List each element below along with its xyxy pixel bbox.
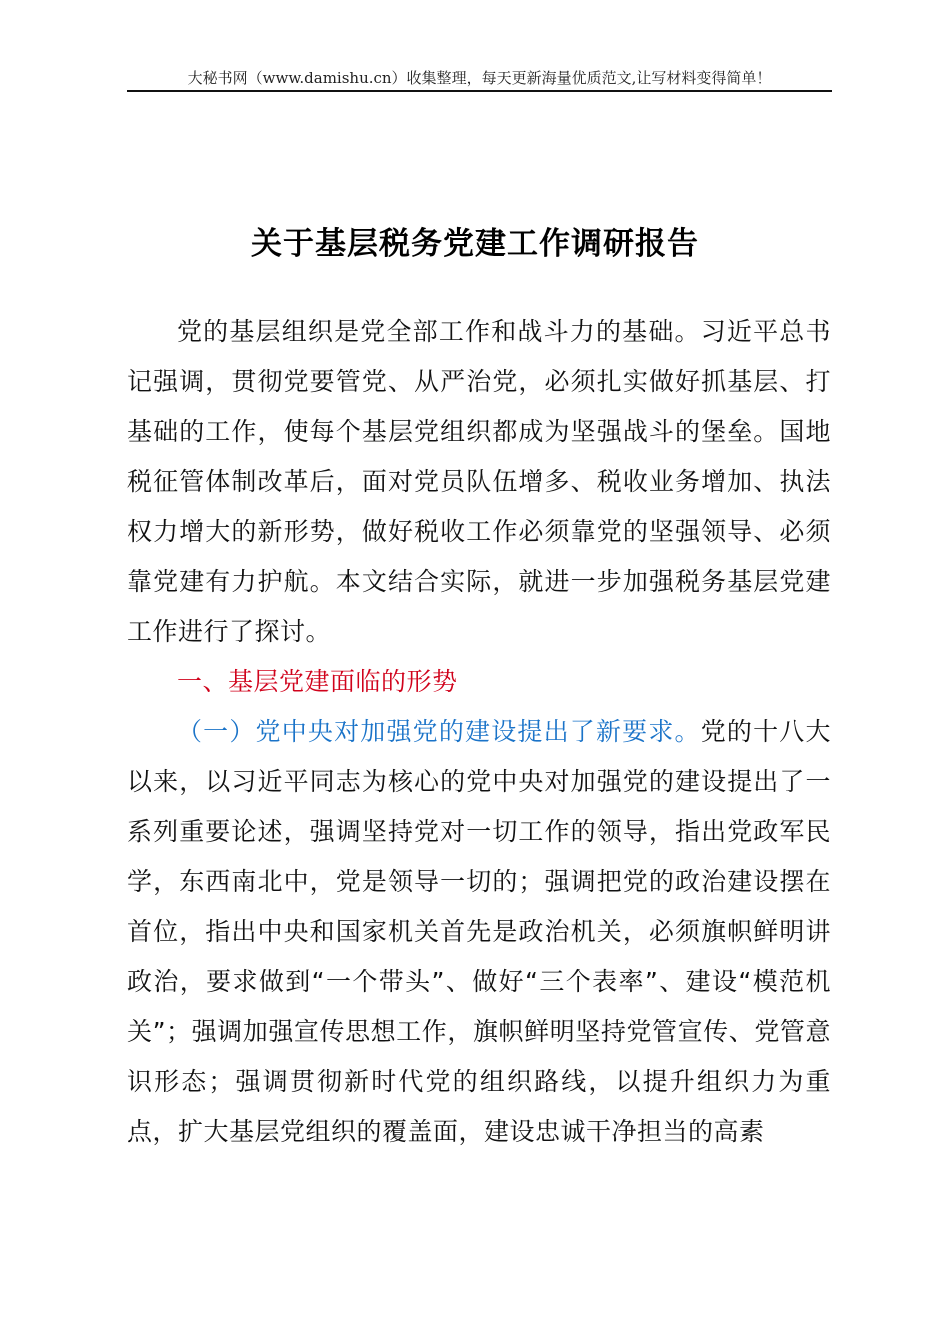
subsection-paragraph bbox=[127, 707, 831, 1157]
document-body bbox=[127, 307, 831, 1157]
section-heading: 一、基层党建面临的形势 bbox=[177, 667, 458, 696]
document-title: 关于基层税务党建工作调研报告 bbox=[251, 226, 699, 262]
subsection-text: 党的十八大以来，以习近平同志为核心的党中央对加强党的建设提出了一系列重要论述，强调坚持党对一切工作的领导，指出党政军民学，东西南北中，党是领导一切的；强调把党的政治建设摆在首位，指出中央和国家机关首先是政治机关，必须旗帜鲜明讲政治，要求做到“一个带头”、做好“三个表率”、建设“模范机关”；强调加强宣传思想工作，旗帜鲜明坚持党管宣传、党管意识形态；强调贯彻新时代党的组织路线，以提升组织力为重点，扩大基层党组织的覆盖面，建设忠诚干净担当的高素 bbox=[127, 717, 831, 1146]
intro-paragraph: 党的基层组织是党全部工作和战斗力的基础。习近平总书记强调，贯彻党要管党、从严治党，必须扎实做好抓基层、打基础的工作，使每个基层党组织都成为坚强战斗的堡垒。国地税征管体制改革后，面对党员队伍增多、税收业务增加、执法权力增大的新形势，做好税收工作必须靠党的坚强领导、必须靠党建有力护航。本文结合实际，就进一步加强税务基层党建工作进行了探讨。 bbox=[127, 317, 831, 646]
subsection-heading: （一）党中央对加强党的建设提出了新要求。 bbox=[177, 717, 701, 746]
page-header bbox=[127, 68, 832, 92]
header-text: 大秘书网（www.damishu.cn）收集整理，每天更新海量优质范文,让写材料变得简单！ bbox=[187, 69, 772, 87]
